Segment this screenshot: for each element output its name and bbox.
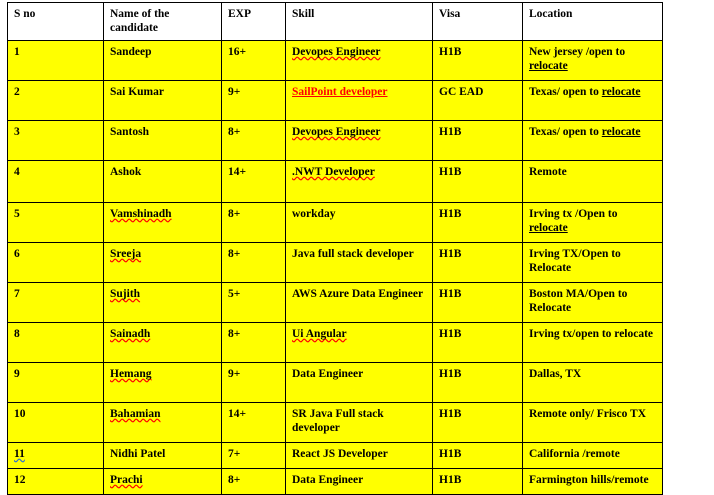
relocate-link[interactable]: relocate — [529, 222, 568, 235]
column-header-sno: S no — [8, 3, 104, 41]
cell-visa: H1B — [433, 468, 523, 494]
cell-exp: 5+ — [222, 282, 286, 322]
cell-exp: 16+ — [222, 40, 286, 80]
column-header-name: Name of the candidate — [104, 3, 222, 41]
cell-exp: 8+ — [222, 202, 286, 242]
cell-name: Nidhi Patel — [104, 442, 222, 468]
cell-sno: 2 — [8, 80, 104, 120]
cell-location: Remote — [523, 160, 663, 202]
table-row — [8, 80, 663, 120]
cell-sno: 7 — [8, 282, 104, 322]
cell-skill: Java full stack developer — [286, 242, 433, 282]
cell-location: Irving TX/Open to Relocate — [523, 242, 663, 282]
cell-exp: 9+ — [222, 80, 286, 120]
cell-visa: H1B — [433, 282, 523, 322]
cell-skill: Devopes Engineer — [286, 120, 433, 160]
cell-sno: 11 — [8, 442, 104, 468]
cell-skill: Data Engineer — [286, 468, 433, 494]
cell-skill: Devopes Engineer — [286, 40, 433, 80]
table-row — [8, 160, 663, 202]
table-row — [8, 362, 663, 402]
cell-name: Santosh — [104, 120, 222, 160]
relocate-link[interactable]: relocate — [601, 125, 641, 138]
cell-sno: 10 — [8, 402, 104, 442]
column-header-visa: Visa — [433, 3, 523, 41]
column-header-location: Location — [523, 3, 663, 41]
cell-skill: SailPoint developer — [286, 80, 433, 120]
table-row — [8, 202, 663, 242]
cell-location: Texas/ open to relocate — [523, 120, 663, 160]
cell-exp: 8+ — [222, 120, 286, 160]
cell-name: Vamshinadh — [104, 202, 222, 242]
cell-location: New jersey /open to relocate — [523, 40, 663, 80]
cell-name: Hemang — [104, 362, 222, 402]
cell-sno: 4 — [8, 160, 104, 202]
cell-skill: workday — [286, 202, 433, 242]
cell-name: Sreeja — [104, 242, 222, 282]
cell-name: Sujith — [104, 282, 222, 322]
cell-exp: 8+ — [222, 242, 286, 282]
table-row — [8, 242, 663, 282]
cell-name: Bahamian — [104, 402, 222, 442]
cell-exp: 9+ — [222, 362, 286, 402]
candidates-table — [7, 2, 663, 495]
cell-name: Sandeep — [104, 40, 222, 80]
cell-skill: AWS Azure Data Engineer — [286, 282, 433, 322]
cell-name: Sainadh — [104, 322, 222, 362]
cell-location: Irving tx /Open to relocate — [523, 202, 663, 242]
column-header-skill: Skill — [286, 3, 433, 41]
cell-visa: H1B — [433, 402, 523, 442]
table-row — [8, 282, 663, 322]
cell-visa: H1B — [433, 120, 523, 160]
cell-visa: H1B — [433, 160, 523, 202]
cell-exp: 8+ — [222, 322, 286, 362]
cell-visa: GC EAD — [433, 80, 523, 120]
table-row — [8, 40, 663, 80]
table-row — [8, 468, 663, 494]
cell-sno: 3 — [8, 120, 104, 160]
table-row — [8, 322, 663, 362]
cell-visa: H1B — [433, 442, 523, 468]
column-header-exp: EXP — [222, 3, 286, 41]
cell-location: Dallas, TX — [523, 362, 663, 402]
cell-sno: 9 — [8, 362, 104, 402]
cell-visa: H1B — [433, 202, 523, 242]
cell-name: Sai Kumar — [104, 80, 222, 120]
cell-sno: 6 — [8, 242, 104, 282]
cell-sno: 5 — [8, 202, 104, 242]
cell-visa: H1B — [433, 322, 523, 362]
table-row — [8, 120, 663, 160]
cell-exp: 14+ — [222, 160, 286, 202]
cell-sno: 1 — [8, 40, 104, 80]
cell-exp: 8+ — [222, 468, 286, 494]
cell-exp: 7+ — [222, 442, 286, 468]
cell-location: Irving tx/open to relocate — [523, 322, 663, 362]
table-header-row — [8, 3, 663, 41]
table-row — [8, 442, 663, 468]
relocate-link[interactable]: relocate — [601, 85, 641, 98]
cell-skill: Data Engineer — [286, 362, 433, 402]
cell-name: Prachi — [104, 468, 222, 494]
cell-visa: H1B — [433, 242, 523, 282]
cell-sno: 8 — [8, 322, 104, 362]
relocate-link[interactable]: relocate — [529, 60, 568, 73]
cell-sno: 12 — [8, 468, 104, 494]
cell-visa: H1B — [433, 40, 523, 80]
cell-visa: H1B — [433, 362, 523, 402]
cell-skill: SR Java Full stack developer — [286, 402, 433, 442]
cell-location: Remote only/ Frisco TX — [523, 402, 663, 442]
document-body — [0, 2, 714, 486]
cell-name: Ashok — [104, 160, 222, 202]
cell-location: Boston MA/Open to Relocate — [523, 282, 663, 322]
cell-location: Texas/ open to relocate — [523, 80, 663, 120]
cell-exp: 14+ — [222, 402, 286, 442]
table-row — [8, 402, 663, 442]
cell-skill: React JS Developer — [286, 442, 433, 468]
cell-location: California /remote — [523, 442, 663, 468]
cell-skill: .NWT Developer — [286, 160, 433, 202]
cell-location: Farmington hills/remote — [523, 468, 663, 494]
cell-skill: Ui Angular — [286, 322, 433, 362]
